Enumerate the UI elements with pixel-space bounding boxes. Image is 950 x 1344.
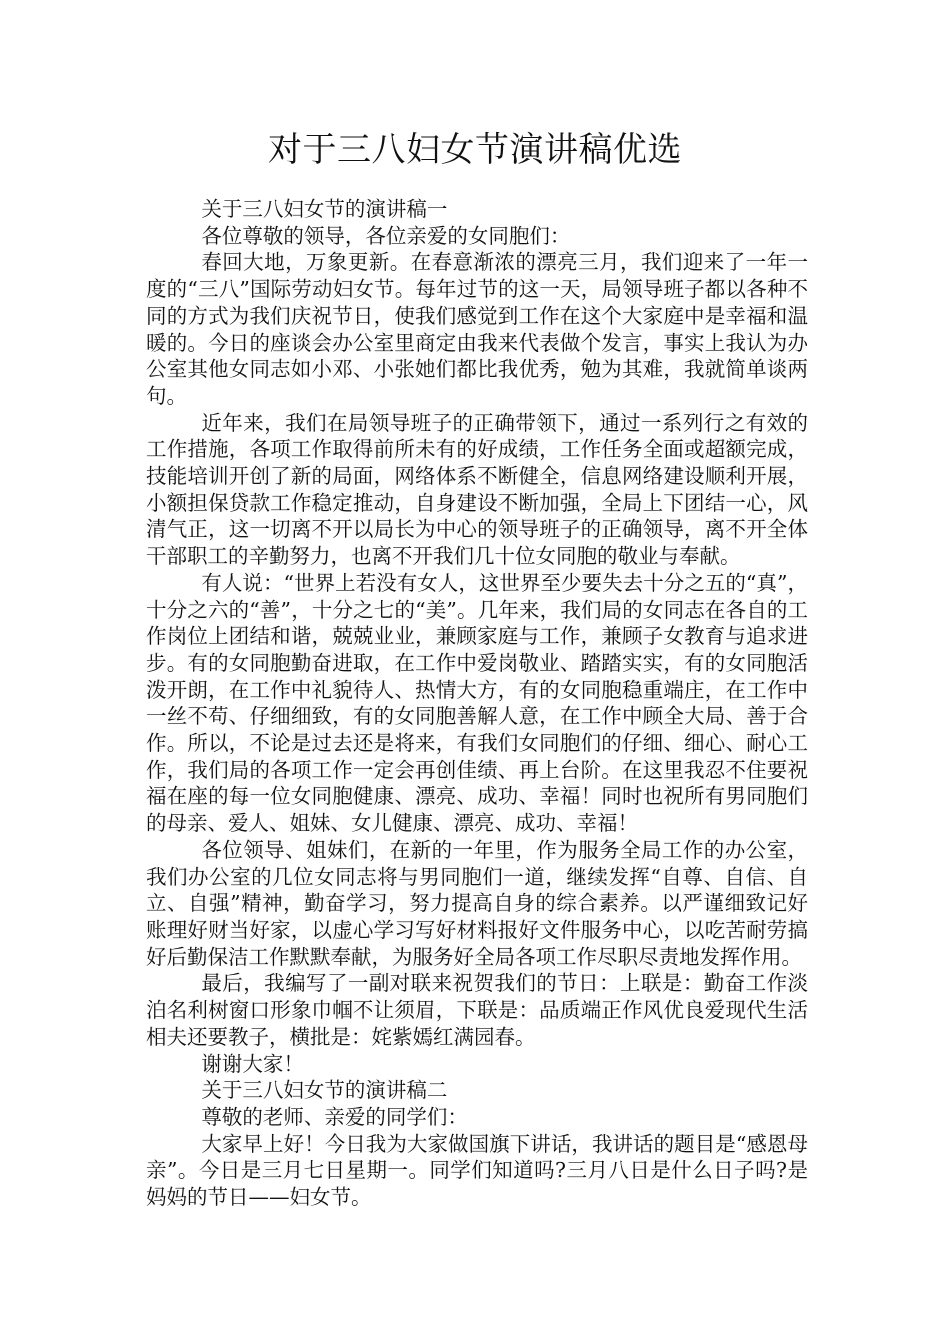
- paragraph: 有人说：“世界上若没有女人，这世界至少要失去十分之五的“真”，十分之六的“善”，十分之七的“美”。几年来，我们局的女同志在各自的工作岗位上团结和谐，兢兢业业，兼顾家庭与工作，兼顾子女教育与追求进步。有的女同胞勤奋进取，在工作中爱岗敬业、踏踏实实，有的女同胞活泼开朗，在工作中礼貌待人、热情大方，有的女同胞稳重端庄，在工作中一丝不苟、仔细细致，有的女同胞善解人意，在工作中顾全大局、善于合作。所以，不论是过去还是将来，有我们女同胞们的仔细、细心、耐心工作，我们局的各项工作一定会再创佳绩、再上台阶。在这里我忍不住要祝福在座的每一位女同胞健康、漂亮、成功、幸福！同时也祝所有男同胞们的母亲、爱人、姐妹、女儿健康、漂亮、成功、幸福！: [146, 570, 808, 836]
- section-heading-2: 关于三八妇女节的演讲稿二: [201, 1078, 448, 1103]
- paragraph: 大家早上好！今日我为大家做国旗下讲话，我讲话的题目是“感恩母亲”。今日是三月七日星期一。同学们知道吗?三月八日是什么日子吗?是妈妈的节日——妇女节。: [146, 1131, 808, 1210]
- paragraph: 近年来，我们在局领导班子的正确带领下，通过一系列行之有效的工作措施，各项工作取得前所未有的好成绩，工作任务全面或超额完成，技能培训开创了新的局面，网络体系不断健全，信息网络建设顺利开展，小额担保贷款工作稳定推动，自身建设不断加强，全局上下团结一心，风清气正，这一切离不开以局长为中心的领导班子的正确领导，离不开全体干部职工的辛勤努力，也离不开我们几十位女同胞的敬业与奉献。: [146, 410, 808, 569]
- paragraph: 春回大地，万象更新。在春意渐浓的漂亮三月，我们迎来了一年一度的“三八”国际劳动妇女节。每年过节的这一天，局领导班子都以各种不同的方式为我们庆祝节日，使我们感觉到工作在这个大家庭中是幸福和温暖的。今日的座谈会办公室里商定由我来代表做个发言，事实上我认为办公室其他女同志如小邓、小张她们都比我优秀，勉为其难，我就简单谈两句。: [146, 250, 808, 408]
- paragraph: 最后，我编写了一副对联来祝贺我们的节日：上联是：勤奋工作淡泊名利树窗口形象巾帼不让须眉，下联是：品质端正作风优良爱现代生活相夫还要教子，横批是：姹紫嫣红满园春。: [146, 971, 808, 1049]
- document-title: 对于三八妇女节演讲稿优选: [268, 130, 682, 170]
- paragraph: 各位领导、姐妹们，在新的一年里，作为服务全局工作的办公室，我们办公室的几位女同志将与男同胞们一道，继续发挥“自尊、自信、自立、自强”精神，勤奋学习，努力提高自身的综合素养。以严谨细致记好账理好财当好家，以虚心学习写好材料报好文件服务中心，以吃苦耐劳搞好后勤保洁工作默默奉献，为服务好全局各项工作尽职尽责地发挥作用。: [146, 837, 808, 969]
- salutation-1: 各位尊敬的领导，各位亲爱的女同胞们：: [201, 223, 571, 248]
- section-heading-1: 关于三八妇女节的演讲稿一: [201, 197, 448, 221]
- document-body: [146, 196, 808, 1211]
- salutation-2: 尊敬的老师、亲爱的同学们：: [201, 1104, 468, 1129]
- closing-line: 谢谢大家！: [201, 1051, 304, 1076]
